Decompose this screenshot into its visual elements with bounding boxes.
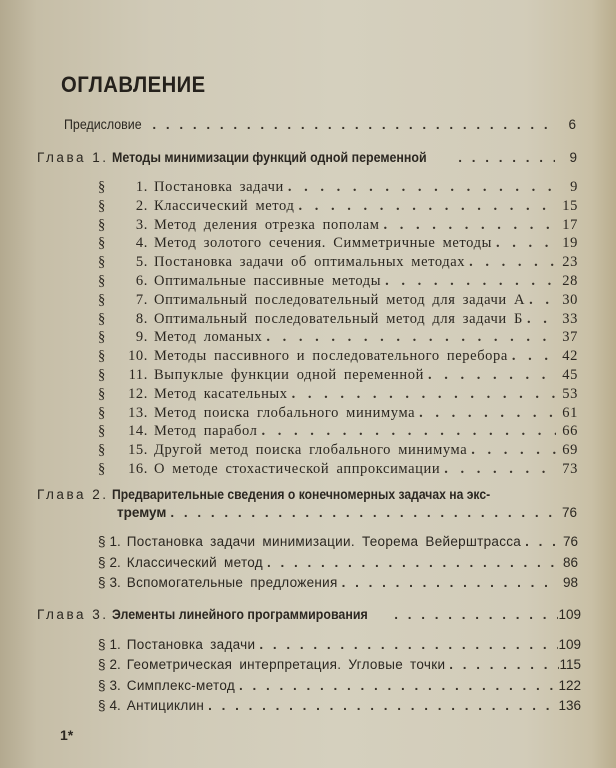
toc-section[interactable] [98,657,581,672]
section-page: 37 [562,329,578,346]
toc-section[interactable] [98,198,578,215]
section-sign: § [98,697,106,713]
entry-page: 6 [568,117,576,132]
section-number: 14. [128,423,148,440]
section-page: 109 [558,637,581,652]
section-sign: § [98,575,106,590]
chapter-page: 76 [561,505,577,520]
toc-chapter-1[interactable] [37,150,577,165]
toc-section[interactable] [98,292,578,309]
toc-section[interactable] [98,348,578,365]
section-page: 17 [562,216,578,233]
section-number: 2. [109,554,121,570]
section-sign: § [98,404,106,421]
leader-dots [525,292,556,309]
toc-section[interactable] [98,678,581,693]
section-page: 19 [562,235,578,252]
section-number: 3. [109,575,121,590]
section-page: 136 [558,697,581,713]
leader-dots [390,607,558,622]
toc-chapter-2[interactable] [37,487,577,502]
section-number: 4. [135,235,148,252]
section-number: 1. [109,534,121,549]
section-number: 3. [109,677,121,693]
section-sign: § [98,348,106,365]
section-number: 12. [128,385,148,402]
section-title: Другой метод поиска глобального минимума [154,442,468,459]
section-page: 42 [562,348,578,365]
leader-dots [166,505,555,520]
section-number: 1. [135,179,148,195]
leader-dots [440,461,556,478]
chapter-title-line1: Предварительные сведения о конечномерных задачах на экс- [112,487,491,502]
section-number: 2. [109,657,121,673]
toc-chapter-2-cont[interactable] [117,505,577,520]
leader-dots [381,273,556,290]
section-title: Оптимальные пассивные методы [154,273,382,289]
leader-dots [445,657,559,672]
section-title: Оптимальный последовательный метод для задачи Б [154,310,523,327]
section-sign: § [98,254,106,271]
section-title: Методы пассивного и последовательного перебора [154,348,508,365]
section-number: 10. [128,348,148,365]
section-number: 6. [135,273,148,289]
section-title: Симплекс-метод [126,677,236,693]
section-page: 9 [570,179,578,195]
leader-dots [523,311,556,328]
leader-dots [465,254,556,271]
section-page: 98 [562,575,578,590]
section-page: 28 [562,273,578,289]
section-title: Антициклин [126,697,205,713]
section-number: 9. [135,329,148,346]
section-page: 122 [558,677,581,693]
section-title: Выпуклые функции одной переменной [154,367,424,383]
leader-dots [415,405,556,422]
section-number: 7. [135,291,148,308]
section-page: 61 [562,404,578,421]
toc-section[interactable] [98,273,578,290]
leader-dots [263,555,556,570]
section-page: 45 [562,367,578,383]
section-title: Классический метод [154,197,295,214]
leader-dots [204,698,558,713]
toc-section[interactable] [98,405,578,422]
leader-dots [148,117,554,132]
leader-dots [424,367,556,384]
section-title: Оптимальный последовательный метод для задачи А [154,291,526,308]
section-title: Классический метод [126,554,263,570]
toc-section[interactable] [98,575,578,590]
chapter-title-line2: тремум [117,505,167,520]
section-number: 4. [109,697,121,713]
section-title: Постановка задачи [154,179,284,195]
toc-section[interactable] [98,386,578,403]
section-sign: § [98,179,106,195]
section-number: 8. [135,310,148,327]
toc-section[interactable] [98,423,578,440]
section-sign: § [98,367,106,383]
section-page: 15 [562,197,578,214]
chapter-page: 9 [569,150,577,165]
leader-dots [508,348,556,365]
section-sign: § [98,273,106,289]
section-title: Постановка задачи об оптимальных методах [154,254,466,271]
section-number: 1. [109,637,121,652]
section-page: 33 [562,310,578,327]
section-title: Метод парабол [154,423,258,440]
section-number: 5. [135,254,148,271]
toc-section[interactable] [98,461,578,478]
section-sign: § [98,637,106,652]
section-sign: § [98,442,106,459]
toc-section[interactable] [98,217,578,234]
toc-section[interactable] [98,367,578,384]
section-sign: § [98,423,106,440]
section-page: 66 [562,423,578,440]
toc-section[interactable] [98,329,578,346]
section-title: Метод деления отрезка пополам [154,216,380,233]
toc-section[interactable] [98,254,578,271]
section-number: 13. [128,404,148,421]
leader-dots [284,179,556,196]
section-title: Геометрическая интерпретация. Угловые точки [126,657,446,673]
page-title: ОГЛАВЛЕНИЕ [61,72,206,97]
chapter-prefix: Глава 1. [37,150,109,165]
section-sign: § [98,197,106,214]
section-number: 15. [128,442,148,459]
section-title: Метод золотого сечения. Симметричные методы [154,235,492,252]
section-title: Метод касательных [154,385,288,402]
section-number: 16. [128,461,148,477]
section-page: 23 [562,254,578,271]
chapter-prefix: Глава 3. [37,607,109,622]
leader-dots [262,329,556,346]
toc-section[interactable] [98,555,578,570]
section-page: 115 [559,657,581,673]
section-page: 53 [562,385,578,402]
section-sign: § [98,216,106,233]
leader-dots [288,386,556,403]
section-page: 86 [562,554,578,570]
section-sign: § [98,329,106,346]
leader-dots [521,534,556,549]
section-sign: § [98,461,106,477]
leader-dots [235,678,558,693]
toc-section[interactable] [98,442,578,459]
section-page: 30 [562,291,578,308]
chapter-title: Методы минимизации функций одной переменной [112,150,427,165]
toc-section[interactable] [98,235,578,252]
section-title: О методе стохастической аппроксимации [154,461,441,477]
section-page: 69 [562,442,578,459]
leader-dots [294,198,556,215]
leader-dots [257,423,556,440]
section-page: 73 [562,461,578,477]
section-title: Метод поиска глобального минимума [154,404,416,421]
section-sign: § [98,310,106,327]
section-sign: § [98,534,106,549]
toc-section[interactable] [98,698,581,713]
section-number: 3. [135,216,148,233]
section-sign: § [98,385,106,402]
section-sign: § [98,554,106,570]
leader-dots [454,150,555,165]
section-title: Постановка задачи [126,637,256,652]
toc-section[interactable] [98,637,581,652]
leader-dots [380,217,556,234]
toc-section[interactable] [98,179,578,196]
leader-dots [492,235,556,252]
section-page: 76 [562,534,578,549]
entry-label: Предисловие [64,117,142,132]
section-number: 2. [135,197,148,214]
leader-dots [338,575,556,590]
toc-entry-preface[interactable] [64,117,576,132]
section-sign: § [98,657,106,673]
section-sign: § [98,235,106,252]
section-sign: § [98,677,106,693]
toc-section[interactable] [98,311,578,328]
toc-chapter-3[interactable] [37,607,581,622]
section-sign: § [98,291,106,308]
leader-dots [255,637,558,652]
signature-mark: 1* [60,727,74,743]
section-title: Постановка задачи минимизации. Теорема Вейерштрасса [126,534,522,549]
chapter-title: Элементы линейного программирования [112,607,368,622]
toc-section[interactable] [98,534,578,549]
leader-dots [467,442,556,459]
chapter-prefix: Глава 2. [37,487,109,502]
chapter-page: 109 [558,607,581,622]
section-number: 11. [128,367,148,383]
section-title: Вспомогательные предложения [126,575,338,590]
section-title: Метод ломаных [154,329,263,346]
